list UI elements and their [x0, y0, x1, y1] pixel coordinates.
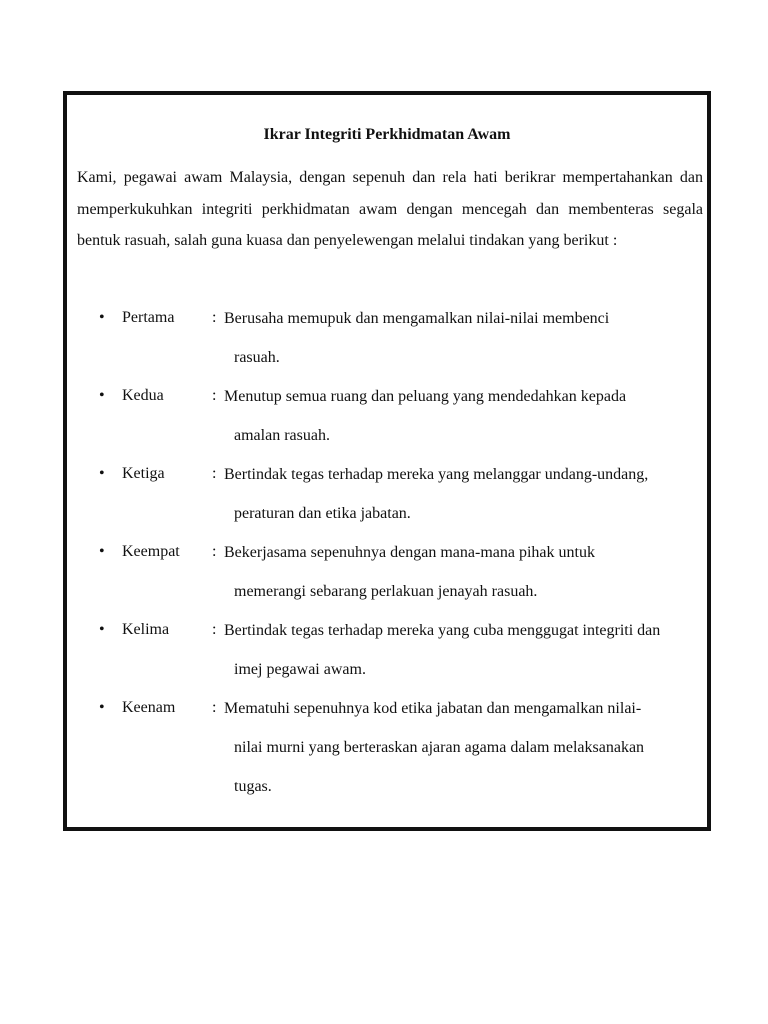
pledge-label: Kelima [122, 621, 170, 638]
pledge-text-line: peraturan dan etika jabatan. [234, 505, 411, 522]
intro-line: berikut : [563, 232, 618, 249]
intro-line: Kami, pegawai awam Malaysia, dengan sepenuh dan rela hati berikrar mempertahankan [77, 169, 673, 186]
intro-line: segala bentuk rasuah, salah guna kuasa dan penyelewengan melalui tindakan yang [77, 200, 703, 249]
pledge-text [222, 377, 714, 455]
pledge-item [67, 617, 707, 695]
pledge-colon: : [212, 387, 217, 404]
pledge-text-line: tugas. [234, 778, 272, 795]
pledge-list [67, 305, 707, 812]
pledge-text [222, 689, 714, 806]
pledge-item [67, 305, 707, 383]
pledge-text-line: amalan rasuah. [234, 427, 330, 444]
pledge-item [67, 695, 707, 812]
pledge-text-line: rasuah. [234, 349, 280, 366]
bullet-icon: • [99, 699, 105, 716]
pledge-colon: : [212, 699, 217, 716]
pledge-text-line: nilai murni yang berteraskan ajaran agama dalam melaksanakan [234, 739, 645, 756]
pledge-label: Keenam [122, 699, 176, 716]
pledge-text [222, 455, 714, 533]
pledge-text-line: Menutup semua ruang dan peluang yang mendedahkan kepada [224, 388, 627, 405]
pledge-label: Kedua [122, 387, 164, 404]
pledge-item [67, 383, 707, 461]
pledge-text [222, 299, 714, 377]
pledge-colon: : [212, 309, 217, 326]
pledge-label: Pertama [122, 309, 175, 326]
pledge-text-line: Mematuhi sepenuhnya kod etika jabatan dan mengamalkan nilai- [224, 700, 642, 717]
pledge-text-line: Bertindak tegas terhadap mereka yang melanggar undang-undang, [224, 466, 649, 483]
pledge-item [67, 461, 707, 539]
pledge-text-line: Berusaha memupuk dan mengamalkan nilai-nilai membenci [224, 310, 610, 327]
pledge-colon: : [212, 621, 217, 638]
bullet-icon: • [99, 543, 105, 560]
pledge-text-line: imej pegawai awam. [234, 661, 366, 678]
pledge-label: Keempat [122, 543, 180, 560]
pledge-text [222, 533, 714, 611]
pledge-text-line: Bekerjasama sepenuhnya dengan mana-mana pihak untuk [224, 544, 595, 561]
pledge-text [222, 611, 714, 689]
pledge-colon: : [212, 465, 217, 482]
bullet-icon: • [99, 387, 105, 404]
pledge-colon: : [212, 543, 217, 560]
pledge-item [67, 539, 707, 617]
bullet-icon: • [99, 465, 105, 482]
bullet-icon: • [99, 621, 105, 638]
pledge-text-line: memerangi sebarang perlakuan jenayah rasuah. [234, 583, 538, 600]
pledge-text-line: Bertindak tegas terhadap mereka yang cuba menggugat integriti dan [224, 622, 661, 639]
intro-paragraph [77, 162, 703, 257]
document-frame [63, 91, 711, 831]
intro-line: dan memperkukuhkan integriti perkhidmatan awam dengan mencegah dan membenteras [77, 169, 703, 218]
pledge-label: Ketiga [122, 465, 165, 482]
document-title: Ikrar Integriti Perkhidmatan Awam [263, 126, 511, 143]
bullet-icon: • [99, 309, 105, 326]
